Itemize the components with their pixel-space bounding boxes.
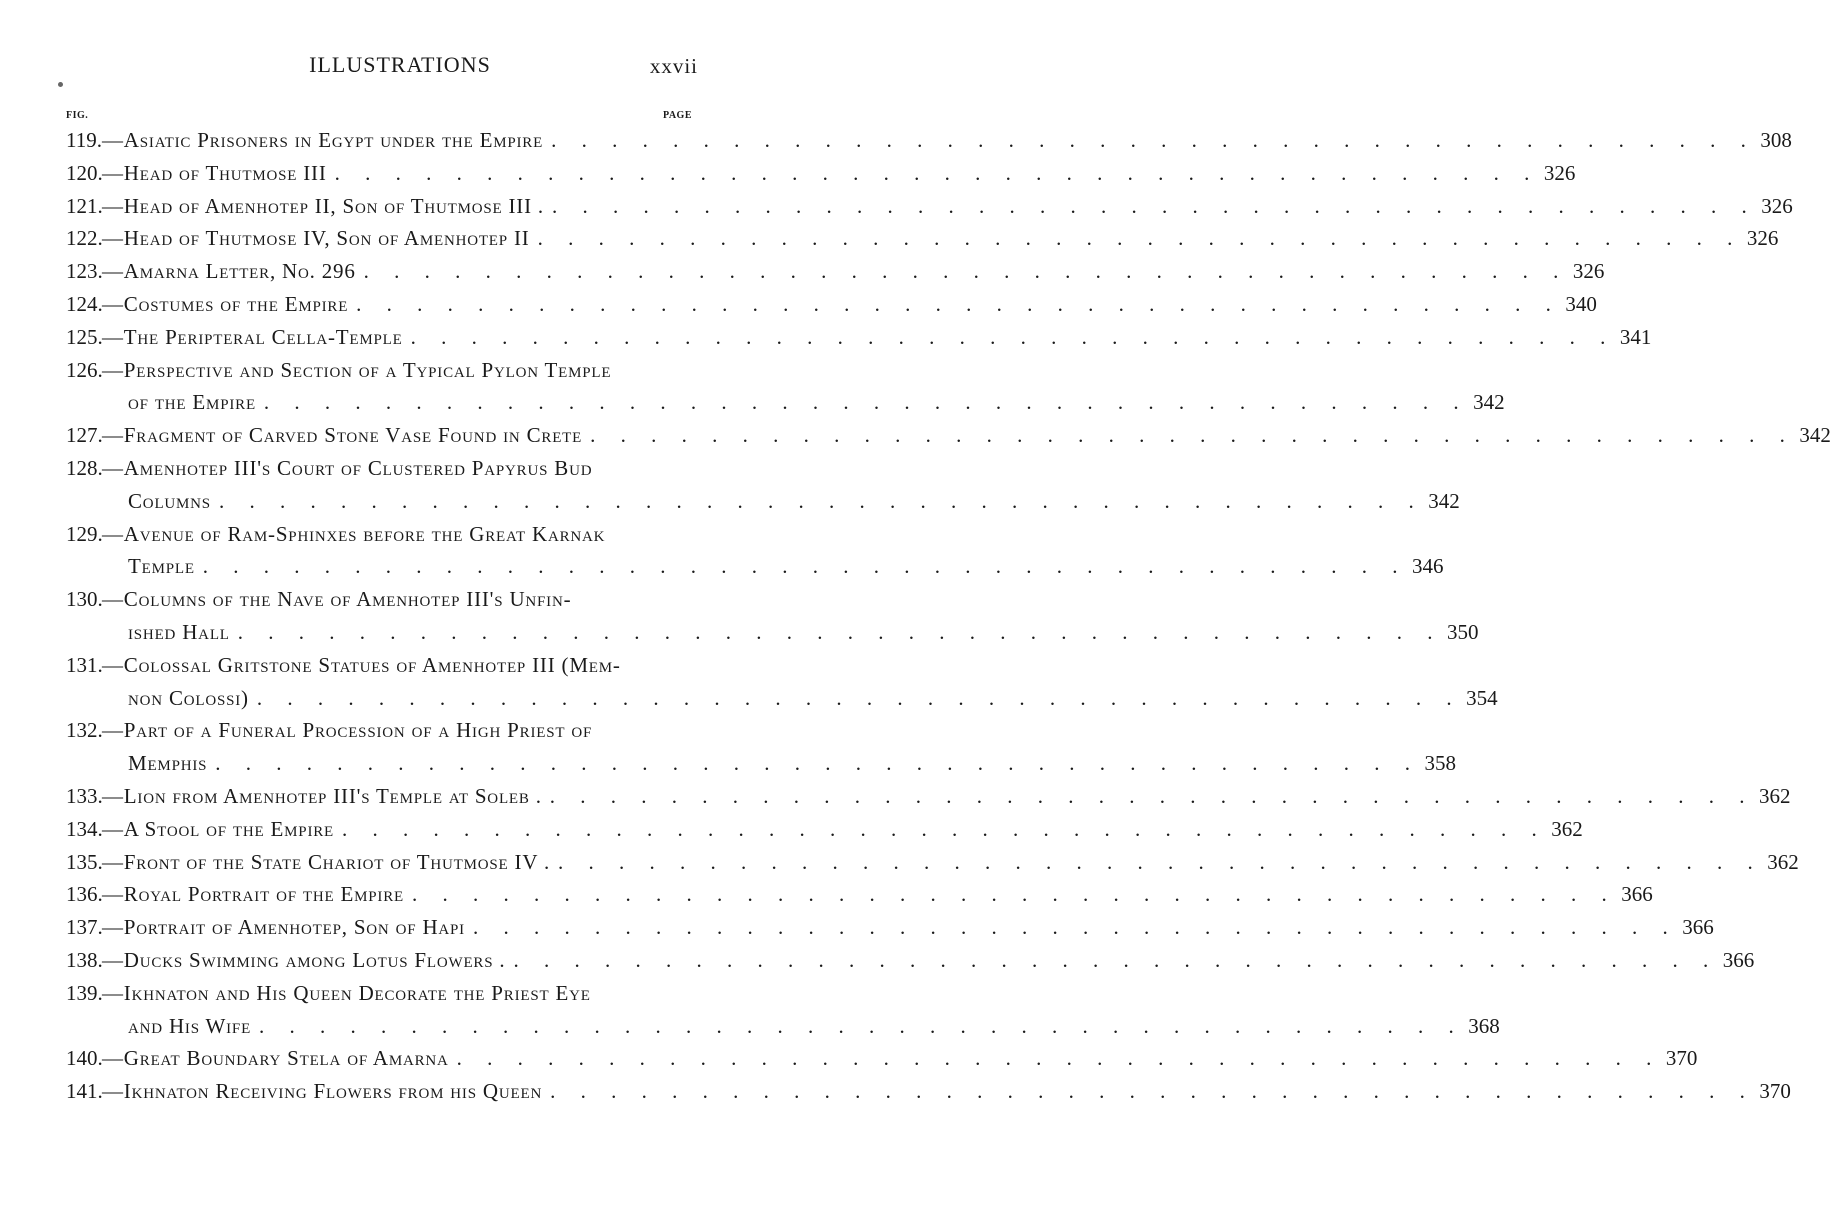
page-reference: 341 xyxy=(1619,324,1652,349)
figure-number: 137. xyxy=(66,915,103,940)
list-item-line xyxy=(66,747,1457,780)
figure-title: Columns xyxy=(128,488,211,513)
list-item-line xyxy=(66,813,1583,846)
list-item-line xyxy=(66,649,718,682)
page-reference: 358 xyxy=(1424,751,1457,776)
list-item-line xyxy=(66,288,1597,321)
figure-number: 133. xyxy=(66,783,103,808)
page-reference: 370 xyxy=(1665,1046,1698,1071)
list-item xyxy=(66,649,1498,715)
page-reference: 366 xyxy=(1722,947,1755,972)
page-reference: 326 xyxy=(1761,193,1793,218)
page-reference: 346 xyxy=(1412,554,1444,579)
list-item xyxy=(66,911,1714,944)
dot-leader: . . . . . . . . . . . . . . . . . . . . . . . . . . . . . . . . . . . . . . . . xyxy=(472,915,1678,940)
figure-title: —Royal Portrait of the Empire xyxy=(102,882,404,907)
fig-column-label: FIG. xyxy=(66,110,89,121)
page-reference: 326 xyxy=(1543,160,1576,185)
list-item-line xyxy=(66,1010,1500,1043)
figure-number: 139. xyxy=(66,980,103,1005)
column-labels xyxy=(0,110,800,124)
list-item xyxy=(66,157,1576,190)
figure-number: 138. xyxy=(66,947,103,972)
figure-number: 126. xyxy=(66,357,103,382)
figure-title: —Lion from Amenhotep III's Temple at Soleb . xyxy=(102,783,542,808)
page-header xyxy=(0,52,800,82)
list-item-line xyxy=(66,190,1793,223)
figure-title: —Head of Thutmose IV, Son of Amenhotep II xyxy=(102,226,530,251)
figure-title: —Ikhnaton Receiving Flowers from his Queen xyxy=(102,1079,543,1104)
dot-leader: . . . . . . . . . . . . . . . . . . . . . . . . . . . . . . . . . . . . . . . . xyxy=(456,1046,1662,1071)
list-item xyxy=(66,714,1457,780)
figure-number: 122. xyxy=(66,226,103,251)
page-reference: 342 xyxy=(1473,390,1505,415)
figure-number: 119. xyxy=(66,128,102,152)
list-item-line xyxy=(66,419,1831,452)
list-item-line xyxy=(66,386,1505,419)
list-item-line xyxy=(66,255,1605,288)
dot-leader: . . . . . . . . . . . . . . . . . . . . . . . . . . . . . . . . . . . . . . . . xyxy=(410,324,1616,349)
figure-number: 125. xyxy=(66,324,103,349)
figure-number: 130. xyxy=(66,587,103,612)
list-item xyxy=(66,846,1799,879)
dot-leader: . . . . . . . . . . . . . . . . . . . . . . . . . . . . . . . . . . . . . . . . xyxy=(549,783,1755,808)
page-reference: 308 xyxy=(1760,128,1792,152)
figure-title: —The Peripteral Cella-Temple xyxy=(102,324,403,349)
list-item-line xyxy=(66,780,1791,813)
figure-number: 120. xyxy=(66,160,103,185)
page-reference: 362 xyxy=(1767,849,1799,874)
list-item-line xyxy=(66,321,1652,354)
list-item xyxy=(66,518,1444,584)
dot-leader: . . . . . . . . . . . . . . . . . . . . . . . . . . . . . . . . . . . . . . . . xyxy=(411,882,1617,907)
figure-title: —Perspective and Section of a Typical Pylon Temple xyxy=(102,357,612,382)
figure-title: —Head of Amenhotep II, Son of Thutmose III . xyxy=(102,193,544,218)
list-item xyxy=(66,419,1831,452)
figure-title: Memphis xyxy=(128,751,208,776)
list-item-line xyxy=(66,222,1779,255)
figure-title: Temple xyxy=(128,554,195,579)
figure-title: non Colossi) xyxy=(128,685,249,710)
dot-leader: . . . . . . . . . . . . . . . . . . . . . . . . . . . . . . . . . . . . . . . . xyxy=(202,554,1408,579)
dot-leader: . . . . . . . . . . . . . . . . . . . . . . . . . . . . . . . . . . . . . . . . xyxy=(356,291,1561,316)
figure-title: —Colossal Gritstone Statues of Amenhotep III (Mem- xyxy=(102,652,621,677)
list-item xyxy=(66,222,1779,255)
list-item xyxy=(66,944,1755,977)
list-item xyxy=(66,813,1583,846)
figure-number: 127. xyxy=(66,423,103,448)
page-reference: 362 xyxy=(1551,816,1583,841)
figure-title: —Front of the State Chariot of Thutmose IV . xyxy=(102,849,551,874)
list-item-line xyxy=(66,911,1714,944)
figure-number: 132. xyxy=(66,718,103,743)
list-item-line xyxy=(66,354,718,387)
figure-title: —Head of Thutmose III xyxy=(102,160,327,185)
list-item-line xyxy=(66,616,1479,649)
list-item xyxy=(66,977,1500,1043)
dot-leader: . . . . . . . . . . . . . . . . . . . . . . . . . . . . . . . . . . . . . . . . xyxy=(237,619,1443,644)
figure-number: 134. xyxy=(66,816,103,841)
figure-title: —A Stool of the Empire xyxy=(102,816,335,841)
figure-number: 124. xyxy=(66,291,103,316)
figure-title: and His Wife xyxy=(128,1013,252,1038)
figure-title: —Portrait of Amenhotep, Son of Hapi xyxy=(102,915,465,940)
figure-title: —Part of a Funeral Procession of a High Priest of xyxy=(102,718,593,743)
page-reference: 342 xyxy=(1799,423,1831,448)
running-title: ILLUSTRATIONS xyxy=(309,52,491,77)
list-item xyxy=(66,255,1605,288)
figure-title: —Columns of the Nave of Amenhotep III's Unfin- xyxy=(102,587,572,612)
figure-title: —Avenue of Ram-Sphinxes before the Great Karnak xyxy=(102,521,606,546)
list-item-line xyxy=(66,518,718,551)
list-item xyxy=(66,780,1791,813)
figure-title: —Asiatic Prisoners in Egypt under the Empire xyxy=(102,128,544,152)
dot-leader: . . . . . . . . . . . . . . . . . . . . . . . . . . . . . . . . . . . . . . . . xyxy=(513,947,1719,972)
list-item-line xyxy=(66,452,718,485)
page-reference: 342 xyxy=(1428,488,1460,513)
figure-number: 140. xyxy=(66,1046,103,1071)
list-item xyxy=(66,288,1597,321)
dot-leader: . . . . . . . . . . . . . . . . . . . . . . . . . . . . . . . . . . . . . . . . xyxy=(590,423,1795,448)
list-item-line xyxy=(66,977,718,1010)
figure-title: —Ducks Swimming among Lotus Flowers . xyxy=(102,947,506,972)
list-item-line xyxy=(66,944,1755,977)
figure-number: 136. xyxy=(66,882,103,907)
list-item xyxy=(66,1042,1698,1075)
dot-leader: . . . . . . . . . . . . . . . . . . . . . . . . . . . . . . . . . . . . . . . . xyxy=(537,226,1743,251)
list-item xyxy=(66,124,1792,157)
dot-leader: . . . . . . . . . . . . . . . . . . . . . . . . . . . . . . . . . . . . . . . . xyxy=(218,488,1424,513)
list-item-line xyxy=(66,1075,1791,1108)
page-reference: 354 xyxy=(1466,685,1498,710)
dot-leader: . . . . . . . . . . . . . . . . . . . . . . . . . . . . . . . . . . . . . . . . xyxy=(263,390,1469,415)
page-column-label: PAGE xyxy=(662,110,692,121)
figure-title: —Ikhnaton and His Queen Decorate the Priest Eye xyxy=(102,980,591,1005)
page-reference: 326 xyxy=(1572,259,1605,284)
dot-leader: . . . . . . . . . . . . . . . . . . . . . . . . . . . . . . . . . . . . . . . . xyxy=(215,751,1421,776)
page-reference: 366 xyxy=(1621,882,1653,907)
figure-number: 131. xyxy=(66,652,103,677)
figure-number: 129. xyxy=(66,521,103,546)
illustrations-list xyxy=(66,124,1831,1108)
list-item-line xyxy=(66,714,718,747)
figure-title: ished Hall xyxy=(128,619,230,644)
list-item xyxy=(66,190,1793,223)
list-item-line xyxy=(66,157,1576,190)
list-item-line xyxy=(66,682,1498,715)
dot-leader: . . . . . . . . . . . . . . . . . . . . . . . . . . . . . . . . . . . . . . . . xyxy=(334,160,1540,185)
list-item-line xyxy=(66,583,718,616)
printer-mark xyxy=(58,82,63,87)
figure-title: —Costumes of the Empire xyxy=(102,291,349,316)
dot-leader: . . . . . . . . . . . . . . . . . . . . . . . . . . . . . . . . . . . . . . . . xyxy=(558,849,1763,874)
dot-leader: . . . . . . . . . . . . . . . . . . . . . . . . . . . . . . . . . . . . . . . . xyxy=(363,259,1569,284)
figure-title: —Fragment of Carved Stone Vase Found in Crete xyxy=(102,423,583,448)
dot-leader: . . . . . . . . . . . . . . . . . . . . . . . . . . . . . . . . . . . . . . . . xyxy=(550,1079,1755,1104)
page-reference: 370 xyxy=(1759,1079,1791,1104)
page-reference: 368 xyxy=(1468,1013,1500,1038)
figure-title: of the Empire xyxy=(128,390,256,415)
figure-number: 128. xyxy=(66,455,103,480)
page-reference: 326 xyxy=(1746,226,1779,251)
page-reference: 350 xyxy=(1447,619,1479,644)
list-item-line xyxy=(66,878,1653,911)
figure-number: 141. xyxy=(66,1079,103,1104)
figure-title: —Amenhotep III's Court of Clustered Papyrus Bud xyxy=(102,455,593,480)
dot-leader: . . . . . . . . . . . . . . . . . . . . . . . . . . . . . . . . . . . . . . . . xyxy=(551,193,1757,218)
page-reference: 340 xyxy=(1565,291,1597,316)
figure-number: 135. xyxy=(66,849,103,874)
list-item xyxy=(66,354,1505,420)
list-item xyxy=(66,583,1479,649)
list-item-line xyxy=(66,1042,1698,1075)
list-item-line xyxy=(66,485,1460,518)
dot-leader: . . . . . . . . . . . . . . . . . . . . . . . . . . . . . . . . . . . . . . . . xyxy=(259,1013,1464,1038)
page-reference: 362 xyxy=(1759,783,1791,808)
page-number: xxvii xyxy=(649,54,698,78)
list-item-line xyxy=(66,846,1799,879)
dot-leader: . . . . . . . . . . . . . . . . . . . . . . . . . . . . . . . . . . . . . . . . xyxy=(551,128,1756,152)
list-item-line xyxy=(66,550,1444,583)
list-item-line xyxy=(66,124,1792,157)
list-item xyxy=(66,321,1652,354)
figure-title: —Amarna Letter, No. 296 xyxy=(102,259,356,284)
page-reference: 366 xyxy=(1682,915,1714,940)
figure-number: 121. xyxy=(66,193,103,218)
figure-title: —Great Boundary Stela of Amarna xyxy=(102,1046,449,1071)
list-item xyxy=(66,878,1653,911)
dot-leader: . . . . . . . . . . . . . . . . . . . . . . . . . . . . . . . . . . . . . . . . xyxy=(256,685,1462,710)
dot-leader: . . . . . . . . . . . . . . . . . . . . . . . . . . . . . . . . . . . . . . . . xyxy=(342,816,1547,841)
list-item xyxy=(66,452,1460,518)
list-item xyxy=(66,1075,1791,1108)
figure-number: 123. xyxy=(66,259,103,284)
